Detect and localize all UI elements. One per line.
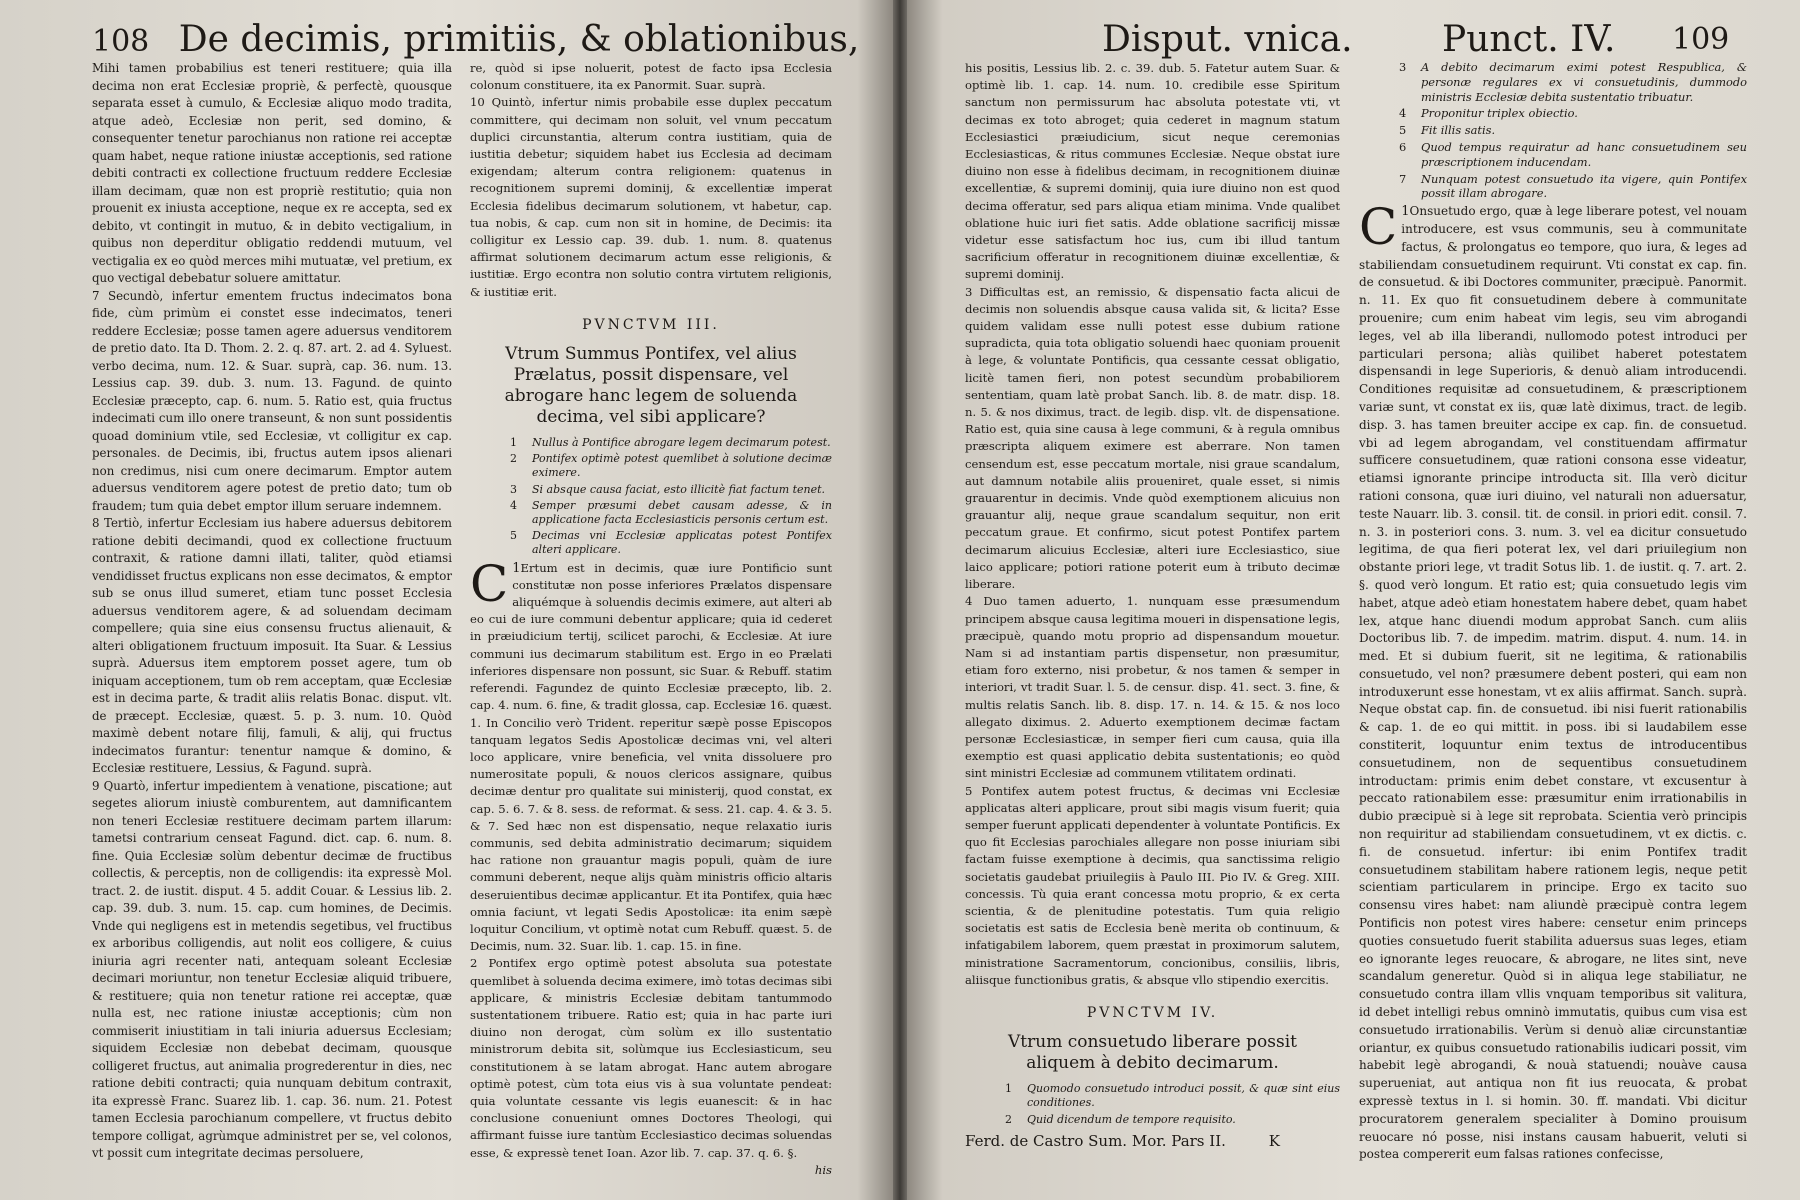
body-paragraph: 7 Secundò, infertur ementem fructus indecimatos bona fide, cùm primùm ei constet esse indecimatos, teneri reddere Ecclesiæ; posse tamen agere aduersus venditorem de pretio dato. Ita D. Thom. 2. 2. q. 87. art. 2. ad 4. Syluest. verbo decima, num. 12. & Suar. suprà, cap. 36. num. 13. Lessius cap. 39. dub. 3. num. 13. Fagund. de quinto Ecclesiæ præcepto, cap. 6. num. 5. Ratio est, quia fructus indecimati cum illo onere transeunt, & non sunt possidentis quoad dominium vtile, sed Ecclesiæ, vt colligitur ex cap. personales. de Decimis, ibi, fructus autem ipsos alienari non credimus, nisi cum onere decimarum. Emptor autem aduersus venditorem agere potest de pretio dato; tum ob fraudem; tum quia debet emptor illum seruare indemnem.: [92, 288, 452, 513]
summary-number: 5: [1399, 123, 1407, 138]
section-heading: PVNCTVM III.: [582, 316, 720, 333]
summary-number: 2: [510, 452, 517, 466]
section-question: Vtrum Summus Pontifex, vel alius Prælatus, possit dispensare, vel abrogare hanc legem de soluenda decima, vel sibi applicare?: [504, 344, 798, 428]
right-folio: 109: [1672, 22, 1730, 57]
left-column-2: [470, 60, 832, 1179]
summary-number: 3: [1399, 60, 1407, 74]
summary-number: 1: [1005, 1082, 1012, 1096]
left-folio: 108: [92, 24, 150, 59]
summary-text: Quid dicendum de tempore requisito.: [1027, 1112, 1236, 1126]
summary-number: 1: [510, 436, 517, 450]
summary-number: 5: [510, 529, 517, 543]
summary-text: Pontifex optimè potest quemlibet à solutione decimæ eximere.: [532, 452, 832, 480]
left-running-title: De decimis, primitiis, & oblationibus,: [178, 19, 860, 60]
right-running-head-left: Disput. vnica.: [1102, 19, 1353, 60]
book-gutter: [893, 0, 907, 1200]
right-column-1: [965, 60, 1340, 1150]
summary-text: Proponitur triplex obiectio.: [1421, 106, 1578, 121]
summary-item: [1005, 1082, 1340, 1110]
left-page: [0, 0, 893, 1200]
summary-text: Quod tempus requiratur ad hanc consuetudinem seu præscriptionem inducendam.: [1421, 139, 1747, 169]
summary-item: [1399, 172, 1747, 202]
summary-number: 2: [1005, 1112, 1012, 1126]
section-summary: [470, 436, 832, 558]
section-summary: [965, 1082, 1340, 1127]
summary-text: Nunquam potest consuetudo ita vigere, quin Pontifex possit illam abrogare.: [1421, 171, 1747, 201]
summary-text: A debito decimarum eximi potest Respublica, & personæ regulares ex vi consuetudinis, dummodo ministris Ecclesiæ debita sustentatio tribuatur.: [1421, 60, 1747, 104]
right-page: [907, 0, 1800, 1200]
body-paragraph: 4 Duo tamen aduerto, 1. nunquam esse præsumendum principem absque causa legitima moueri in dispensatione legis, præcipuè, quando motu proprio ad dispensandum mouetur. Nam si ad instantiam partis dispensetur, non præsumitur, etiam foro externo, nisi probetur, & nos tamen & semper in interiori, vt tradit Suar. l. 5. de censur. disp. 41. sect. 3. fine, & multis relatis Sanch. lib. 8. disp. 17. n. 14. & 15. & nos loco allegato diximus. 2. Aduerto exemptionem decimæ factam personæ Ecclesiasticæ, in semper fieri cum causa, quia illa exemptio est quasi applicatio debita sustentationis; eo quòd sint ministri Ecclesiæ ad communem vtilitatem ordinati.: [965, 594, 1340, 781]
summary-item: [510, 499, 832, 527]
summary-text: Semper præsumi debet causam adesse, & in applicatione facta Ecclesiasticis personis certum est.: [532, 498, 832, 527]
summary-item: [510, 452, 832, 480]
drop-cap: C: [470, 554, 509, 613]
left-col2-para: re, quòd si ipse noluerit, potest de facto ipsa Ecclesia colonum constituere, ita ex Panormit. Suar. suprà.: [470, 61, 832, 93]
summary-number: 4: [510, 498, 517, 512]
summary-item: [1399, 60, 1747, 104]
summary-text: Fit illis satis.: [1421, 123, 1496, 138]
summary-item: [510, 436, 832, 450]
signature-mark: K: [1268, 1131, 1280, 1150]
summary-item: [1399, 140, 1747, 170]
body-paragraph: 1 C Onsuetudo ergo, quæ à lege liberare potest, vel nouam introducere, est vsus communis, seu à communitate factus, & prolongatus eo tempore, quo iura, & leges ad stabiliendam consuetudinem requirunt. Vti constat ex cap. fin. de consuetud. & ibi Doctores communiter, præcipuè. Panormit. n. 11. Ex quo fit consuetudinem debere à communitate prouenire; cum enim habeat vim legis, seu vim abrogandi leges, vel ab illa liberandi, nullomodo potest introduci per particulari persona; aliàs quilibet haberet potestatem dispensandi in lege Superioris, & denuò aliam introducendi. Conditiones requisitæ ad consuetudinem, & præscriptionem variæ sunt, vt constat ex iis, quæ latè diximus, tract. de legib. disp. 3. has tamen breuiter accipe ex cap. fin. de consuetud. vbi ad legem abrogandam, vel constituendam affirmatur sufficere consuetudinem, quæ rationi consona esse videatur, etiamsi ignorante principe introducta sit. Illa verò dicitur rationi consona, quæ iuri diuino, vel naturali non aduersatur, teste Nauarr. lib. 3. consil. tit. de consil. in priori edit. consil. 7. n. 3. in posteriori cons. 3. num. 3. vel ea dicitur consuetudo legitima, de qua fieri poterat lex, vel dari priuilegium non obstante priori lege, vt tradit Sotus lib. 1. de iustit. q. 7. art. 2. §. quod verò longum. Et ratio est; quia consuetudo legis vim habet, atque adeò etiam honestatem habere debet, quam habet lex, atque hanc diuendi modum approbat Sanch. cum aliis Doctoribus lib. 7. de impedim. matrim. disput. 4. num. 14. in med. Et si dubium fuerit, sit ne legitima, & rationabilis consuetudo, vel non? præsumere debent posteri, qui eam non introduxerunt esse honestam, vt ex aliis affirmat. Sanch. suprà. Neque obstat cap. fin. de consuetud. ibi nisi fuerit rationabilis & cap. 1. de eo qui mittit. in poss. ibi si laudabilem esse constiterit, loquuntur enim textus de introducentibus consuetudinem, non de sequentibus consuetudinem introductam: primis enim debet constare, vt excusentur à peccato rationabilem esse: præsumitur enim irrationabilis in dubio præcipuè si à lege sit reprobata. Scientia verò principis non requiritur ad stabiliendam consuetudinem, vt ex dictis. c. fi. de consuetud. infertur: ibi enim Pontifex tradit consuetudinem stabilitam habere rationem legis, neque petit scientiam particularem in principe. Ergo ex tacito suo consensu vires habet: nam aliundè præcipuè contra legem Pontificis non potest vires habere: censetur enim princeps quoties consuetudo fuerit stabilita aduersus suas leges, etiam eo ignorante leges reuocare, & abrogare, ne lites sint, neve scandalum generetur. Quòd si in aliqua lege stabiliatur, ne consuetudo contra illam vllis vnquam temporibus sit valitura, id debet intelligi rebus omninò immutatis, quibus cum visa est consuetudo irrationabilis. Verùm si denuò aliæ circunstantiæ oriantur, ex quibus consuetudo rationabilis iudicari possit, vim habebit legè abrogandi, & nouà statuendi; nouàve causa superueniat, aut antiqua non fit ius reuocata, & probat expressè textus in l. si homin. 30. ff. mandati. Vbi dicitur procuratorem generalem specialiter à Domino prouisum reuocare nó posse, nisi instans causam habuerit, veluti si postea compererit eum falsas rationes confecisse,: [1359, 198, 1747, 1162]
summary-number: 3: [510, 482, 517, 496]
left-column-1: [92, 60, 452, 1163]
summary-number: 7: [1399, 171, 1407, 186]
right-column-2: [1359, 60, 1747, 1164]
left-col2-para: 10 Quintò, infertur nimis probabile esse duplex peccatum committere, qui decimam non soluit, vel vnum peccatum duplici circunstantia, alterum contra iustitiam, quia de iustitia debetur; siquidem habet ius Ecclesia ad decimam exigendam; alterum contra religionem: quatenus in recognitionem supremi dominij, & excellentiæ imperat Ecclesia fidelibus decimarum solutionem, vt habetur, cap. tua nobis, & cap. cum non sit in homine, de Decimis: ita colligitur ex Lessio cap. 39. dub. 1. num. 8. quatenus affirmat solutionem decimarum actum esse religionis, & iustitiæ. Ergo econtra non solutio contra virtutem religionis, & iustitiæ erit.: [470, 95, 832, 299]
catchword: his: [814, 1162, 832, 1177]
summary-item: [510, 529, 832, 557]
summary-text: Decimas vni Ecclesiæ applicatas potest Pontifex alteri applicare.: [532, 529, 832, 557]
body-text: Ertum est in decimis, quæ iure Pontificio sunt constitutæ non posse inferiores Prælatos dispensare aliquémque à soluendis decimis eximere, aut alteri ab eo cui de iure communi debentur applicare; quia id cederet in præiudicium tertij, scilicet parochi, & Ecclesiæ. At iure communi ius decimarum stabilitum est. Ergo in eo Prælati inferiores dispensare non possunt, sic Suar. & Rebuff. statim referendi. Fagundez de quinto Ecclesiæ præcepto, lib. 2. cap. 4. num. 6. fine, & tradit glossa, cap. Ecclesiæ 16. quæst. 1. In Concilio verò Trident. reperitur sæpè posse Episcopos tanquam legatos Sedis Apostolicæ decimas vni, vel alteri loco applicare, vnire beneficia, vel vnita dissoluere pro numerositate populi, & nouos clericos assignare, quibus decimæ dentur pro qualitate sui ministerij, quod constat, ex cap. 5. 6. 7. & 8. sess. de reformat. & sess. 21. cap. 4. & 3. 5. & 7. Sed hæc non est dispensatio, neque relaxatio iuris communis, sed debita administratio decimarum; siquidem hac ratione non grauantur magis populi, quàm de iure communi deberent, neque alijs quàm ministris officio altaris deseruientibus decimæ applicantur. Et ita Pontifex, quia hæc omnia faciunt, vt legati Sedis Apostolicæ: ita enim sæpè loquitur Concilium, vt optimè notat cum Rebuff. quæst. 5. de Decimis, num. 32. Suar. lib. 1. cap. 15. in fine.: [470, 560, 832, 954]
right-col1-paragraphs: [965, 60, 1340, 989]
body-paragraph: 2 Pontifex ergo optimè potest absoluta sua potestate quemlibet à soluenda decima eximere, imò totas decimas sibi applicare, & ministris Ecclesiæ debitam tantummodo sustentationem tribuere. Ratio est; quia in hac parte iuri diuino non derogat, cùm solùm ex illo sustentatio ministrorum debita sit, solùmque ius Ecclesiasticum, seu constitutionem à se latam abrogat. Hanc autem abrogare optimè potest, cùm tota eius vis à sua voluntate pendeat: quia voluntate cessante vis legis euanescit: & in hac conclusione conueniunt omnes Doctores Theologi, qui affirmant fuisse iure tantùm Ecclesiastico decimas soluendas esse, & expressè tenet Ioan. Azor lib. 7. cap. 37. q. 6. §.: [470, 956, 832, 1160]
right-running-head-punct: Punct. IV.: [1442, 19, 1616, 60]
section-summary: [1359, 60, 1747, 201]
drop-cap: C: [1359, 198, 1398, 257]
body-paragraph: 5 Pontifex autem potest fructus, & decimas vni Ecclesiæ applicatas alteri applicare, prout sibi magis visum fuerit; quia semper fuerunt applicati dependenter à voluntate Pontificis. Ex quo fit Ecclesias parochiales allegare non posse iniuriam sibi factam fuisse exemptione à decimis, qua sanctissima religio societatis gaudebat priuilegiis à Paulo III. Pio IV. & Greg. XIII. concessis. Tù quia erant concessa motu proprio, & ex certa scientia, & de plenitudine potestatis. Tum quia religio societatis est satis de Ecclesia benè merita ob continuum, & infatigabilem laborem, quem præstat in proximorum salutem, ministratione Sacramentorum, concionibus, consiliis, libris, aliisque functionibus gratis, & absque vllo stipendio exercitis.: [965, 783, 1340, 987]
summary-text: Quomodo consuetudo introduci possit, & quæ sint eius conditiones.: [1027, 1082, 1340, 1110]
left-running-head: [92, 18, 859, 62]
section-heading: PVNCTVM IV.: [1086, 1004, 1219, 1021]
body-paragraph: his positis, Lessius lib. 2. c. 39. dub. 5. Fatetur autem Suar. & optimè lib. 1. cap. 14. num. 10. credibile esse Spiritum sanctum non permissurum hac absoluta potestate vti, vt decimas ex toto abroget; quia cederet in magnum statum Ecclesiastici præiudicium, sicut neque ceremonias Ecclesiasticas, & ritus communes Ecclesiæ. Neque obstat iure diuino non esse à fidelibus decimam, in recognitionem diuinæ excellentiæ, & supremi dominij, quia iure diuino non est quod decima offeratur, sed pars aliqua etiam minima. Vnde qualibet oblatione huic iuri fiet satis. Adde oblatione sacrificij missæ videtur esse satisfactum hoc ius, cum ibi illud tantum sacrificium offeratur in recognitionem diuinæ excellentiæ, & supremi dominij.: [965, 61, 1340, 282]
summary-number: 4: [1399, 106, 1407, 121]
summary-item: [1399, 123, 1747, 138]
body-paragraph: 3 Difficultas est, an remissio, & dispensatio facta alicui de decimis non soluendis absque causa valida sit, & licita? Esse quidem validam esse nulli potest esse dubium ratione supradicta, quia tota obligatio soluendi haec quoniam prouenit à lege, & voluntate Pontificis, qua cessante cessat obligatio, licitè tamen fieri, non potest secundùm probabiliorem sententiam, quam latè probat Sanch. lib. 8. de matr. disp. 18. n. 5. & nos diximus, tract. de legib. disp. vlt. de dispensatione. Ratio est, quia sine causa à lege communi, & à regula omnibus præscripta aliquem eximere est aberrare. Non tamen censendum est, esse peccatum mortale, nisi graue scandalum, aut damnum notabile aliis proueniret, quale esset, si nimis grauarentur in decimis. Vnde quòd exemptionem alicuius non grauantur alij, neque graue scandalum sequitur, non erit peccatum graue. Et confirmo, sicut potest Pontifex partem decimarum alicuius Ecclesiæ, alteri iure Ecclesiastico, siue laico applicare; potiori ratione poterit eum à tributo decimæ liberare.: [965, 284, 1340, 592]
body-paragraph: Mihi tamen probabilius est teneri restituere; quia illa decima non erat Ecclesiæ propriè, & perfectè, quousque separata esset à cumulo, & Ecclesiæ aliquo modo tradita, atque adeò, Ecclesiæ non perit, sed domino, & consequenter tenetur parochianus non ratione rei acceptæ quam habet, neque ratione iniustæ acceptionis, sed ratione debiti contracti ex collectione fructuum reddere Ecclesiæ illam decimam, quæ non est propriè restitutio; quia non prouenit ex iniusta acceptione, neque ex re accepta, sed ex debito, vt contingit in mutuo, & in debito vectigalium, in quibus non deperditur obligatio reddendi mutuum, vel vectigalia ex eo quòd merces mihi mutuatæ, vel pretium, ex quo vectigal debebatur soluere amittatur.: [92, 61, 452, 285]
body-paragraph: 1 C Ertum est in decimis, quæ iure Pontificio sunt constitutæ non posse inferiores Prælatos dispensare aliquémque à soluendis decimis eximere, aut alteri ab eo cui de iure communi debentur applicare; quia id cederet in præiudicium tertij, scilicet parochi, & Ecclesiæ. At iure communi ius decimarum stabilitum est. Ergo in eo Prælati inferiores dispensare non possunt, sic Suar. & Rebuff. statim referendi. Fagundez de quinto Ecclesiæ præcepto, lib. 2. cap. 4. num. 6. fine, & tradit glossa, cap. Ecclesiæ 16. quæst. 1. In Concilio verò Trident. reperitur sæpè posse Episcopos tanquam legatos Sedis Apostolicæ decimas vni, vel alteri loco applicare, vnire beneficia, vel vnita dissoluere pro numerositate populi, & nouos clericos assignare, quibus decimæ dentur pro qualitate sui ministerij, quod constat, ex cap. 5. 6. 7. & 8. sess. de reformat. & sess. 21. cap. 4. & 3. 5. & 7. Sed hæc non est dispensatio, neque relaxatio iuris communis, sed debita administratio decimarum; siquidem hac ratione non grauantur magis populi, quàm de iure communi deberent, neque alijs quàm ministris officio altaris deseruientibus decimæ applicantur. Et ita Pontifex, quia hæc omnia faciunt, vt legati Sedis Apostolicæ: ita enim sæpè loquitur Concilium, vt optimè notat cum Rebuff. quæst. 5. de Decimis, num. 32. Suar. lib. 1. cap. 15. in fine.: [470, 554, 832, 954]
summary-text: Nullus à Pontifice abrogare legem decimarum potest.: [532, 436, 831, 450]
body-paragraph: 9 Quartò, infertur impedientem à venatione, piscatione; aut segetes aliorum iniustè comburentem, aut damnificantem non teneri Ecclesiæ restituere decimam partem illarum: tametsi contrarium censeat Fagund. dict. cap. 6. num. 8. fine. Quia Ecclesiæ solùm debentur decimæ de fructibus collectis, & perceptis, non de colligendis: ita expressè Mol. tract. 2. de iustit. disput. 4 5. addit Couar. & Lessius lib. 2. cap. 39. dub. 3. num. 15. cap. cum homines, de Decimis. Vnde qui negligens est in metendis segetibus, vel fructibus ex arboribus colligendis, aut nolit eos colligere, & cuius iniuria agri recenter nati, antequam soleant Ecclesiæ decimari moriuntur, non tenetur Ecclesiæ aliquid tribuere, & restituere; quia non tenetur ratione rei acceptæ, quæ nulla est, nec ratione iniustæ acceptionis; cùm non commiserit iniustitiam in tali iniuria aduersus Ecclesiam; siquidem Ecclesiæ non debebat decimam, quousque colligeret fructus, aut animalia progrederentur in dies, nec ratione debiti contracti; quia nunquam debitum contraxit, ita expressè Franc. Suarez lib. 1. cap. 36. num. 21. Potest tamen Ecclesia parochianum compellere, vt fructus debito tempore colligat, agrùmque administret per se, vel colonos, vt possit cum integritate decimas persoluere,: [92, 778, 452, 1160]
body-text: Onsuetudo ergo, quæ à lege liberare potest, vel nouam introducere, est vsus communis, seu à communitate factus, & prolongatus eo tempore, quo iura, & leges ad stabiliendam consuetudinem requirunt. Vti constat ex cap. fin. de consuetud. & ibi Doctores communiter, præcipuè. Panormit. n. 11. Ex quo fit consuetudinem debere à communitate prouenire; cum enim habeat vim legis, seu vim abrogandi leges, vel ab illa liberandi, nullomodo potest introduci per particulari persona; aliàs quilibet haberet potestatem dispensandi in lege Superioris, & denuò aliam introducendi. Conditiones requisitæ ad consuetudinem, & præscriptionem variæ sunt, vt constat ex iis, quæ latè diximus, tract. de legib. disp. 3. has tamen breuiter accipe ex cap. fin. de consuetud. vbi ad legem abrogandam, vel constituendam affirmatur sufficere consuetudinem, quæ rationi consona esse videatur, etiamsi ignorante principe introducta sit. Illa verò dicitur rationi consona, quæ iuri diuino, vel naturali non aduersatur, teste Nauarr. lib. 3. consil. tit. de consil. in priori edit. consil. 7. n. 3. in posteriori cons. 3. num. 3. vel ea dicitur consuetudo legitima, de qua fieri poterat lex, vel dari priuilegium non obstante priori lege, vt tradit Sotus lib. 1. de iustit. q. 7. art. 2. §. quod verò longum. Et ratio est; quia consuetudo legis vim habet, atque adeò etiam honestatem habere debet, quam habet lex, atque hanc diuendi modum approbat Sanch. cum aliis Doctoribus lib. 7. de impedim. matrim. disput. 4. num. 14. in med. Et si dubium fuerit, sit ne legitima, & rationabilis consuetudo, vel non? præsumere debent posteri, qui eam non introduxerunt esse honestam, vt ex aliis affirmat. Sanch. suprà. Neque obstat cap. fin. de consuetud. ibi nisi fuerit rationabilis & cap. 1. de eo qui mittit. in poss. ibi si laudabilem esse constiterit, loquuntur enim textus de introducentibus consuetudinem, non de sequentibus consuetudinem introductam: primis enim debet constare, vt excusentur à peccato rationabilem esse: præsumitur enim irrationabilis in dubio præcipuè si à lege sit reprobata. Scientia verò principis non requiritur ad stabiliendam consuetudinem, vt ex dictis. c. fi. de consuetud. infertur: ibi enim Pontifex tradit consuetudinem stabilitam habere rationem legis, neque petit scientiam particularem in principe. Ergo ex tacito suo consensu vires habet: nam aliundè præcipuè contra legem Pontificis non potest vires habere: censetur enim princeps quoties consuetudo fuerit stabilita aduersus suas leges, etiam eo ignorante leges reuocare, & abrogare, ne lites sint, neve scandalum generetur. Quòd si in aliqua lege stabiliatur, ne consuetudo contra illam vllis vnquam temporibus sit valitura, id debet intelligi rebus omninò immutatis, quibus cum visa est consuetudo irrationabilis. Verùm si denuò aliæ circunstantiæ oriantur, ex quibus consuetudo rationabilis iudicari possit, vim habebit legè abrogandi, & nouà statuendi; nouàve causa superueniat, aut antiqua non fit ius reuocata, & probat expressè textus in l. si homin. 30. ff. mandati. Vbi dicitur procuratorem generalem specialiter à Domino prouisum reuocare nó posse, nisi instans causam habuerit, veluti si postea compererit eum falsas rationes confecisse,: [1359, 204, 1747, 1162]
summary-item: [1005, 1113, 1340, 1127]
body-paragraph: 8 Tertiò, infertur Ecclesiam ius habere aduersus debitorem ratione debiti decimandi, quod ex collectione fructuum contraxit, & ratione damni illati, taliter, quòd etiamsi vendidisset fructus explicans non esse decimatos, & emptor sub se onus illud sumeret, etiam tunc posset Ecclesia aduersus venditorem agere, & ad soluendam decimam compellere; quia sine eius consensu fructus alienauit, & alteri obligationem fructuum imposuit. Ita Suar. & Lessius suprà. Aduersus item emptorem posset agere, tum ob iniquam acceptionem, tum ob rem acceptam, quæ Ecclesiæ est in decima parte, & tradit aliis relatis Bonac. disput. vlt. de præcept. Ecclesiæ, quæst. 5. p. 3. num. 10. Quòd maximè debent notare filij, famuli, & alij, qui fructus indecimatos furantur: tenentur namque & domino, & Ecclesiæ restituere, Lessius, & Fagund. suprà.: [92, 516, 452, 775]
summary-item: [1399, 106, 1747, 121]
summary-text: Si absque causa faciat, esto illicitè fiat factum tenet.: [532, 482, 826, 496]
section-question: Vtrum consuetudo liberare possit aliquem à debito decimarum.: [1008, 1032, 1297, 1074]
summary-number: 6: [1399, 139, 1407, 154]
summary-item: [510, 483, 832, 497]
footer-text: Ferd. de Castro Sum. Mor. Pars II.: [965, 1131, 1226, 1150]
page-footer: [965, 1133, 1340, 1150]
